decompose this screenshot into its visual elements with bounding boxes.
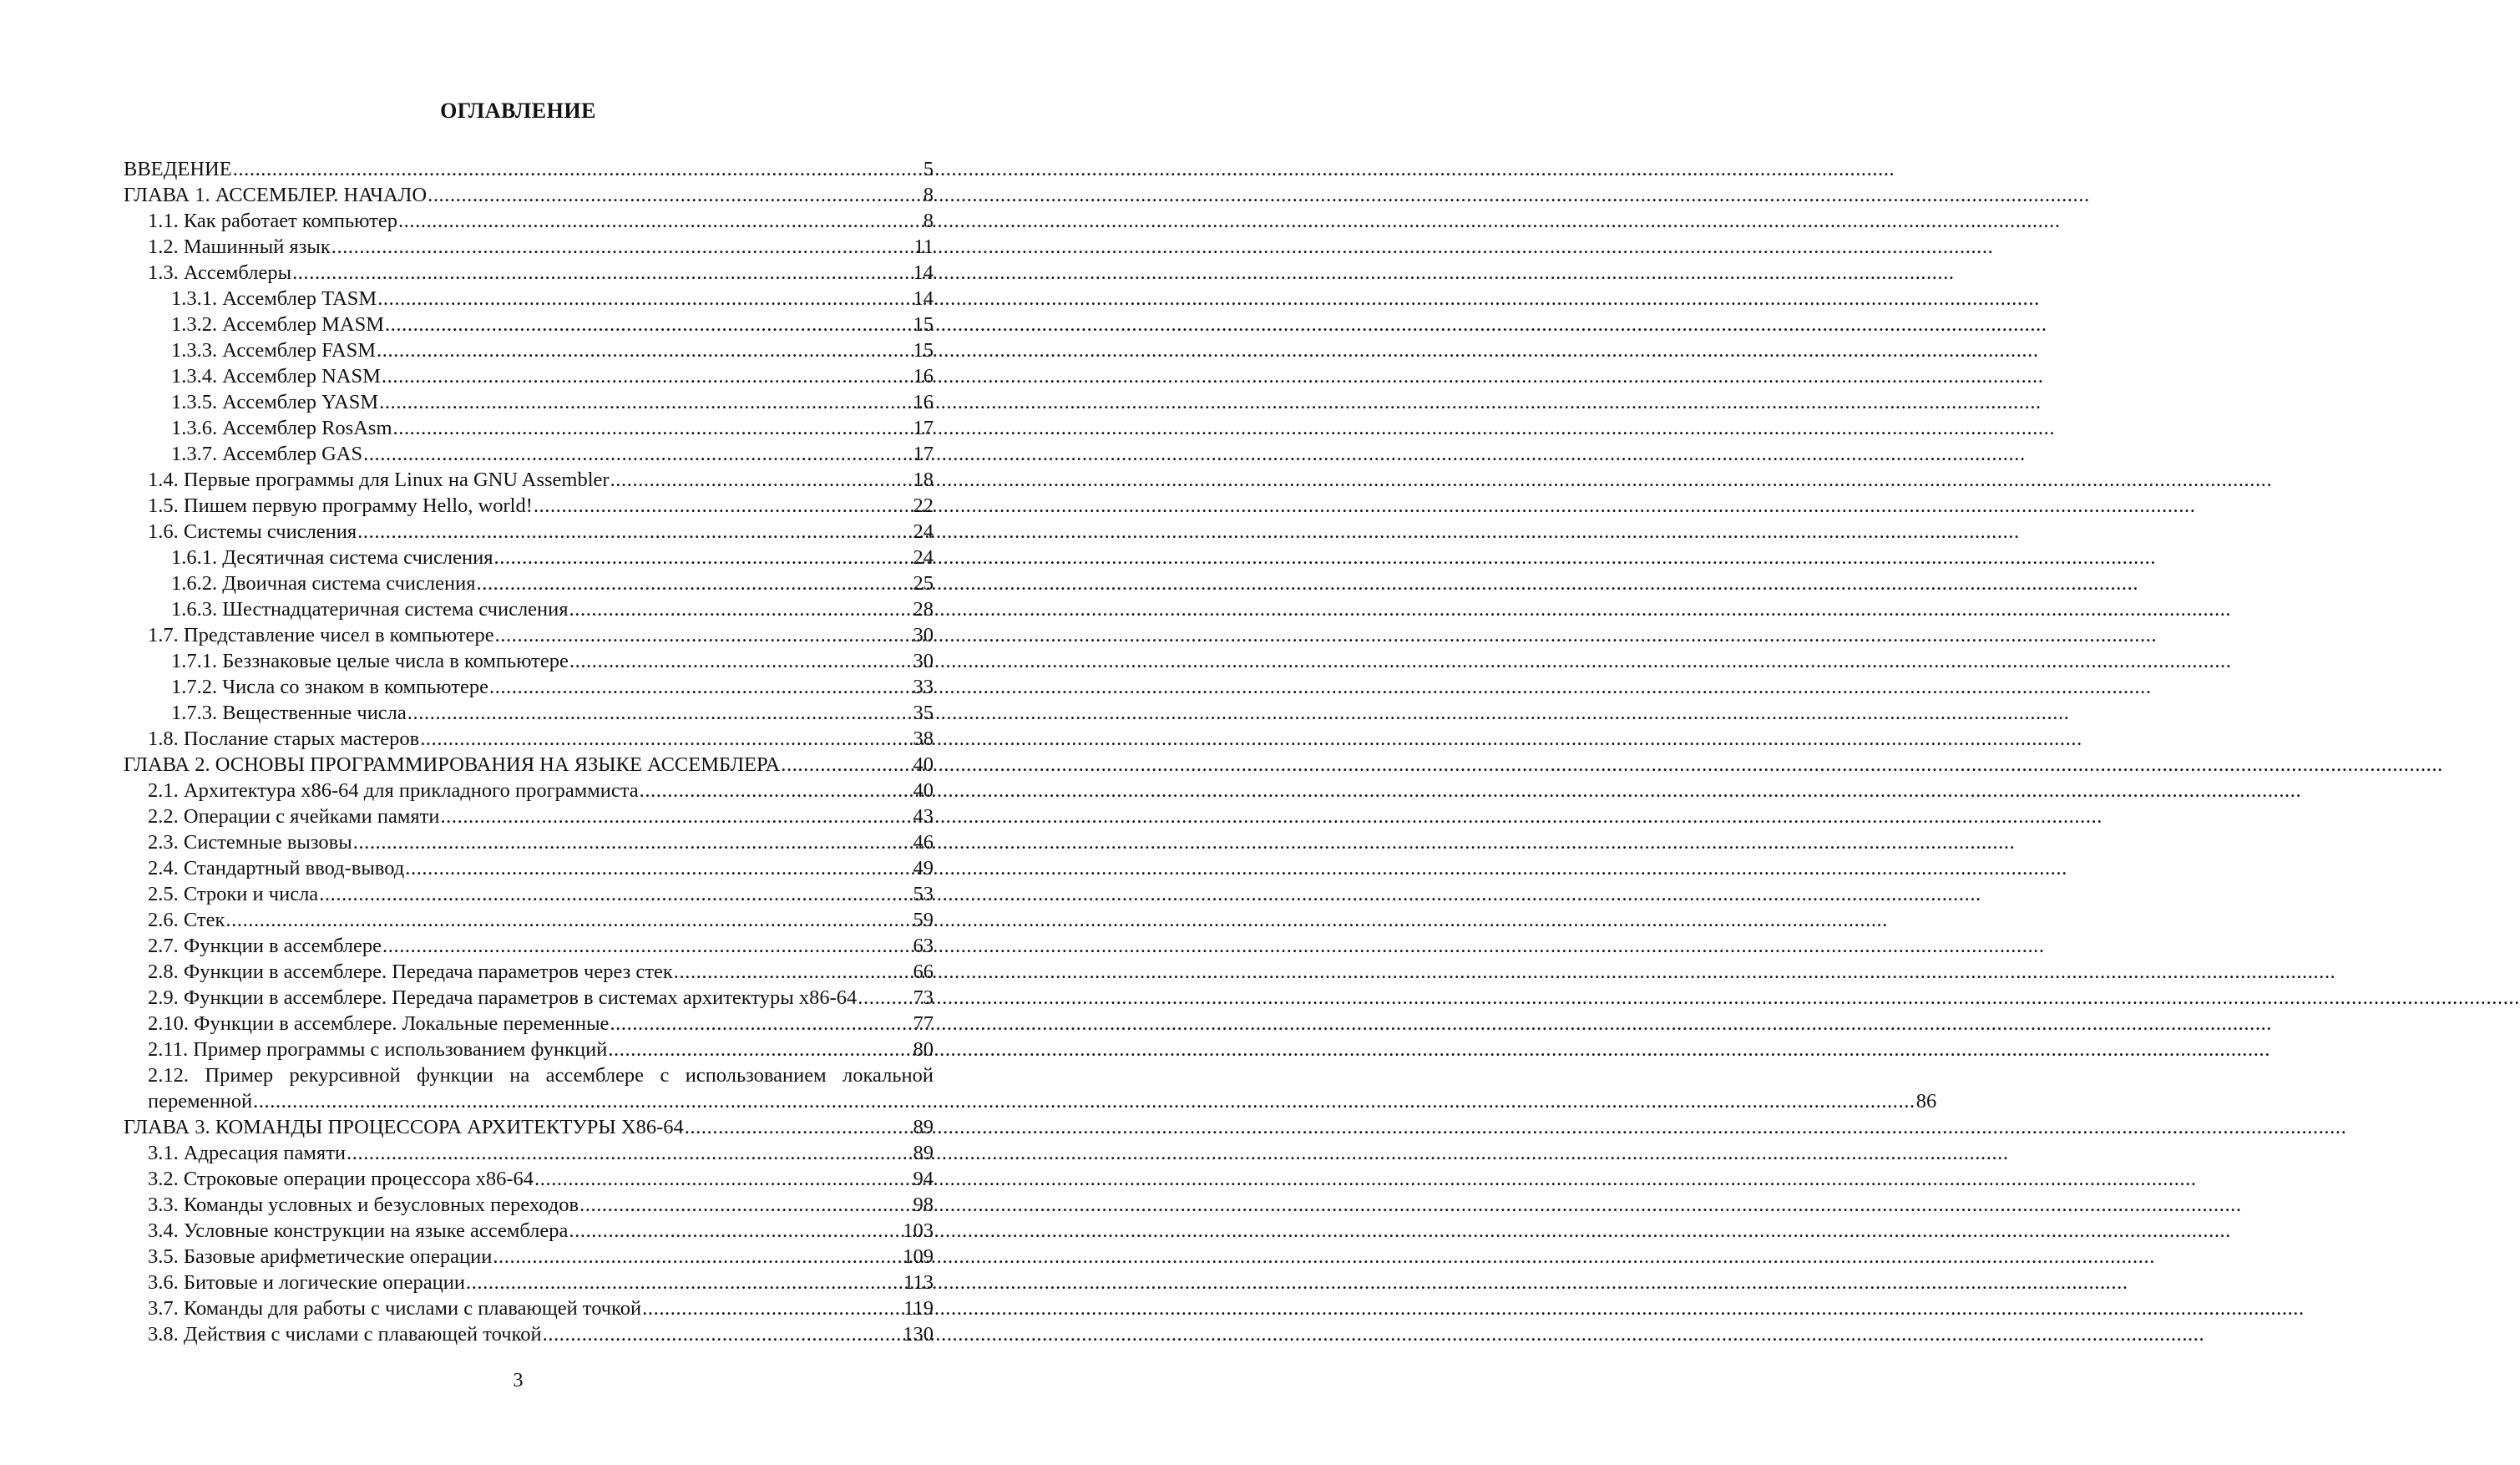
- toc-entry-label: ВВЕДЕНИЕ: [124, 158, 232, 180]
- toc-entry-label: 1.8. Послание старых мастеров: [148, 727, 420, 750]
- toc-entry-label: 3.1. Адресация памяти: [148, 1142, 347, 1164]
- toc-entry-label: 1.7.3. Вещественные числа: [171, 702, 407, 724]
- toc-entry-page: 18: [913, 469, 934, 491]
- toc-entry-label-line2: переменной: [148, 1090, 253, 1113]
- toc-entry[interactable]: [124, 312, 934, 337]
- toc-leader-dots: [685, 1114, 913, 1140]
- toc-leader-dots: [642, 1295, 903, 1321]
- toc-entry-page: 86: [1915, 1090, 1937, 1113]
- toc-entry-page: 30: [913, 624, 934, 646]
- toc-leader-dots: [353, 829, 913, 855]
- toc-entry-page: 16: [913, 391, 934, 413]
- toc-leader-dots: [569, 1218, 902, 1244]
- toc-entry-page: 63: [913, 935, 934, 957]
- toc-entry[interactable]: [124, 1321, 934, 1347]
- toc-leader-dots: [253, 1088, 1915, 1114]
- toc-entry[interactable]: [124, 1270, 934, 1295]
- toc-leader-dots: [382, 363, 913, 389]
- toc-entry-page: 40: [913, 753, 934, 776]
- toc-leader-dots: [610, 1011, 912, 1037]
- toc-entry[interactable]: [124, 389, 934, 415]
- toc-leader-dots: [379, 389, 912, 415]
- toc-entry-page: 40: [913, 779, 934, 802]
- toc-entry[interactable]: [124, 493, 934, 519]
- toc-entry[interactable]: [124, 855, 934, 881]
- toc-entry-label: 1.6.1. Десятичная система счисления: [171, 546, 493, 569]
- toc-entry-label: 2.10. Функции в ассемблере. Локальные переменные: [148, 1012, 610, 1035]
- toc-entry-label: 1.7.2. Числа со знаком в компьютере: [171, 676, 488, 698]
- toc-entry-page: 77: [913, 1012, 934, 1035]
- toc-entry-page: 103: [903, 1219, 934, 1242]
- toc-entry-label: 1.3.1. Ассемблер TASM: [171, 287, 377, 310]
- toc-leader-dots: [440, 803, 912, 829]
- toc-entry[interactable]: [124, 1114, 934, 1140]
- toc-entry-page: 43: [913, 805, 934, 828]
- toc-leader-dots: [858, 985, 912, 1011]
- toc-entry[interactable]: [124, 726, 934, 752]
- toc-entry-label: 1.6. Системы счисления: [148, 520, 357, 543]
- toc-entry-label: 3.2. Строковые операции процессора x86-64: [148, 1168, 534, 1190]
- toc-entry-label: 1.3.6. Ассемблер RosAsm: [171, 417, 392, 439]
- toc-entry-page: 53: [913, 883, 934, 905]
- toc-entry-label: 2.8. Функции в ассемблере. Передача параметров через стек: [148, 961, 673, 983]
- toc-leader-dots: [569, 596, 913, 622]
- toc-entry[interactable]: [124, 829, 934, 855]
- toc-entry-label: 2.11. Пример программы с использованием функций: [148, 1038, 608, 1061]
- toc-entry-page: 8: [923, 210, 934, 232]
- toc-leader-dots: [225, 907, 912, 933]
- toc-entry-page: 46: [913, 831, 934, 854]
- toc-leader-dots: [579, 1192, 912, 1218]
- toc-entry[interactable]: [124, 674, 934, 700]
- toc-entry-label: 3.7. Команды для работы с числами с плавающей точкой: [148, 1297, 642, 1320]
- toc-entry-page: 5: [923, 158, 934, 180]
- toc-entry[interactable]: [124, 752, 934, 778]
- toc-entry[interactable]: [124, 260, 934, 286]
- toc-entry-page: 11: [913, 236, 934, 258]
- toc-leader-dots: [534, 1166, 912, 1192]
- toc-leader-dots: [377, 337, 913, 363]
- toc-entry-label: 2.5. Строки и числа: [148, 883, 319, 905]
- toc-leader-dots: [543, 1321, 903, 1347]
- toc-leader-dots: [331, 234, 913, 260]
- toc-leader-dots: [781, 752, 912, 778]
- toc-entry-page: 15: [913, 313, 934, 336]
- toc-leader-dots: [674, 959, 913, 985]
- toc-entry-page: 89: [913, 1142, 934, 1164]
- toc-leader-dots: [477, 570, 913, 596]
- toc-entry-page: 89: [913, 1116, 934, 1138]
- toc-entry-label: 1.5. Пишем первую программу Hello, world!: [148, 494, 533, 517]
- toc-leader-dots: [569, 648, 913, 674]
- toc-entry[interactable]: [124, 545, 934, 570]
- toc-entry[interactable]: [124, 415, 934, 441]
- toc-entry-label: 3.5. Базовые арифметические операции: [148, 1245, 493, 1268]
- toc-entry[interactable]: [124, 803, 934, 829]
- toc-leader-dots: [347, 1140, 912, 1166]
- toc-leader-dots: [534, 493, 913, 519]
- toc-entry-2-12[interactable]: [124, 1062, 1937, 1114]
- toc-entry-page: 98: [913, 1194, 934, 1216]
- toc-entry[interactable]: [124, 363, 934, 389]
- toc-entry-page: 15: [913, 339, 934, 362]
- toc-entry-label-line1: 2.12. Пример рекурсивной функции на ассемблере с использованием локальной: [148, 1064, 934, 1087]
- toc-entry-page: 17: [913, 443, 934, 465]
- toc-entry-label: 3.4. Условные конструкции на языке ассемблера: [148, 1219, 569, 1242]
- toc-entry-label: ГЛАВА 2. ОСНОВЫ ПРОГРАММИРОВАНИЯ НА ЯЗЫКЕ АССЕМБЛЕРА: [124, 753, 781, 776]
- toc-entry-page: 35: [913, 702, 934, 724]
- toc-entry-label: 2.9. Функции в ассемблере. Передача параметров в системах архитектуры x86-64: [148, 986, 858, 1009]
- toc-entry-page: 25: [913, 572, 934, 595]
- toc-entry-label: 1.6.3. Шестнадцатеричная система счисления: [171, 598, 569, 621]
- toc-entry-page: 14: [913, 287, 934, 310]
- toc-entry[interactable]: [124, 1140, 934, 1166]
- toc-entry[interactable]: [124, 933, 934, 959]
- toc-leader-dots: [393, 415, 913, 441]
- toc-entry-page: 94: [913, 1168, 934, 1190]
- toc-leader-dots: [493, 1244, 902, 1270]
- toc-entry[interactable]: [124, 570, 934, 596]
- toc-entry-label: 1.3.3. Ассемблер FASM: [171, 339, 376, 362]
- toc-entry[interactable]: [124, 182, 934, 208]
- toc-entry-label: 1.7. Представление чисел в компьютере: [148, 624, 494, 646]
- toc-entry-label: 1.6.2. Двоичная система счисления: [171, 572, 476, 595]
- toc-leader-dots: [608, 1037, 912, 1062]
- toc-entry-page: 66: [913, 961, 934, 983]
- toc-leader-dots: [357, 519, 912, 545]
- toc-leader-dots: [319, 881, 912, 907]
- toc-entry-label: 1.1. Как работает компьютер: [148, 210, 397, 232]
- toc-leader-dots: [610, 467, 913, 493]
- toc-entry-label: 1.2. Машинный язык: [148, 236, 331, 258]
- toc-entry-page: 33: [913, 676, 934, 698]
- toc-entry-label: 2.3. Системные вызовы: [148, 831, 352, 854]
- toc-entry-label: 2.1. Архитектура x86-64 для прикладного программиста: [148, 779, 639, 802]
- toc-entry-page: 16: [913, 365, 934, 388]
- table-of-contents: [124, 156, 1937, 1347]
- toc-entry[interactable]: [124, 519, 934, 545]
- toc-leader-dots: [495, 622, 913, 648]
- toc-entry[interactable]: [124, 208, 934, 234]
- toc-entry-label: 3.6. Битовые и логические операции: [148, 1271, 465, 1294]
- toc-entry-line2: [148, 1088, 1937, 1114]
- toc-entry-label: 2.4. Стандартный ввод-вывод: [148, 857, 405, 880]
- toc-entry-page: 59: [913, 909, 934, 931]
- toc-entry[interactable]: [124, 907, 934, 933]
- toc-entry-label: 1.3.4. Ассемблер NASM: [171, 365, 381, 388]
- toc-entry[interactable]: [124, 1295, 934, 1321]
- toc-entry-label: ГЛАВА 1. АССЕМБЛЕР. НАЧАЛО: [124, 184, 428, 206]
- toc-entry-label: 3.8. Действия с числами с плавающей точкой: [148, 1323, 542, 1346]
- toc-entry[interactable]: [124, 622, 934, 648]
- toc-entry-page: 80: [913, 1038, 934, 1061]
- toc-section-main: [124, 156, 934, 1062]
- toc-entry-page: 22: [913, 494, 934, 517]
- toc-entry-page: 14: [913, 261, 934, 284]
- page-title: ОГЛАВЛЕНИЕ: [440, 99, 596, 123]
- toc-entry-label: 1.3.5. Ассемблер YASM: [171, 391, 379, 413]
- toc-entry-page: 24: [913, 520, 934, 543]
- toc-entry-page: 73: [913, 986, 934, 1009]
- toc-leader-dots: [398, 208, 923, 234]
- toc-entry-page: 8: [923, 184, 934, 206]
- toc-leader-dots: [377, 286, 912, 312]
- toc-leader-dots: [407, 700, 913, 726]
- toc-entry-page: 17: [913, 417, 934, 439]
- toc-entry[interactable]: [124, 648, 934, 674]
- toc-entry-label: 1.7.1. Беззнаковые целые числа в компьютере: [171, 650, 569, 672]
- toc-entry-label: 2.6. Стек: [148, 909, 225, 931]
- toc-entry[interactable]: [124, 778, 934, 803]
- page-number: 3: [513, 1370, 524, 1391]
- toc-entry[interactable]: [124, 1166, 934, 1192]
- toc-entry-page: 30: [913, 650, 934, 672]
- toc-leader-dots: [385, 312, 913, 337]
- toc-entry-label: 1.3.7. Ассемблер GAS: [171, 443, 363, 465]
- toc-entry[interactable]: [124, 286, 934, 312]
- toc-entry-page: 49: [913, 857, 934, 880]
- toc-entry-label: 1.4. Первые программы для Linux на GNU Assembler: [148, 469, 610, 491]
- toc-entry[interactable]: [124, 959, 934, 985]
- toc-entry[interactable]: [124, 441, 934, 467]
- toc-entry[interactable]: [124, 1244, 934, 1270]
- toc-entry[interactable]: [124, 881, 934, 907]
- toc-entry-page: 109: [903, 1245, 934, 1268]
- toc-entry[interactable]: [124, 1218, 934, 1244]
- toc-leader-dots: [363, 441, 912, 467]
- toc-entry-page: 28: [913, 598, 934, 621]
- toc-leader-dots: [640, 778, 913, 803]
- toc-entry[interactable]: [124, 596, 934, 622]
- toc-entry-page: 38: [913, 727, 934, 750]
- toc-leader-dots: [420, 726, 912, 752]
- toc-leader-dots: [233, 156, 923, 182]
- toc-entry[interactable]: [124, 1192, 934, 1218]
- toc-entry[interactable]: [124, 234, 934, 260]
- toc-entry-page: 119: [903, 1297, 934, 1320]
- toc-leader-dots: [428, 182, 923, 208]
- toc-entry[interactable]: [124, 156, 934, 182]
- toc-entry[interactable]: [124, 700, 934, 726]
- toc-entry-page: 24: [913, 546, 934, 569]
- toc-entry-label: 2.7. Функции в ассемблере: [148, 935, 382, 957]
- toc-leader-dots: [489, 674, 913, 700]
- toc-entry-page: 130: [903, 1323, 934, 1346]
- toc-entry[interactable]: [124, 337, 934, 363]
- toc-entry[interactable]: [124, 985, 934, 1011]
- toc-entry-label: ГЛАВА 3. КОМАНДЫ ПРОЦЕССОРА АРХИТЕКТУРЫ X86-64: [124, 1116, 684, 1138]
- toc-leader-dots: [405, 855, 912, 881]
- toc-entry-label: 1.3.2. Ассемблер MASM: [171, 313, 384, 336]
- toc-entry[interactable]: [124, 1011, 934, 1037]
- toc-entry-label: 2.2. Операции с ячейками памяти: [148, 805, 440, 828]
- toc-leader-dots: [292, 260, 912, 286]
- toc-entry-page: 113: [903, 1271, 934, 1294]
- toc-entry[interactable]: [124, 1037, 934, 1062]
- toc-leader-dots: [466, 1270, 903, 1295]
- toc-leader-dots: [382, 933, 912, 959]
- toc-entry-label: 1.3. Ассемблеры: [148, 261, 292, 284]
- toc-section-tail: [124, 1114, 934, 1347]
- toc-leader-dots: [493, 545, 912, 570]
- toc-entry-label: 3.3. Команды условных и безусловных переходов: [148, 1194, 579, 1216]
- toc-entry[interactable]: [124, 467, 934, 493]
